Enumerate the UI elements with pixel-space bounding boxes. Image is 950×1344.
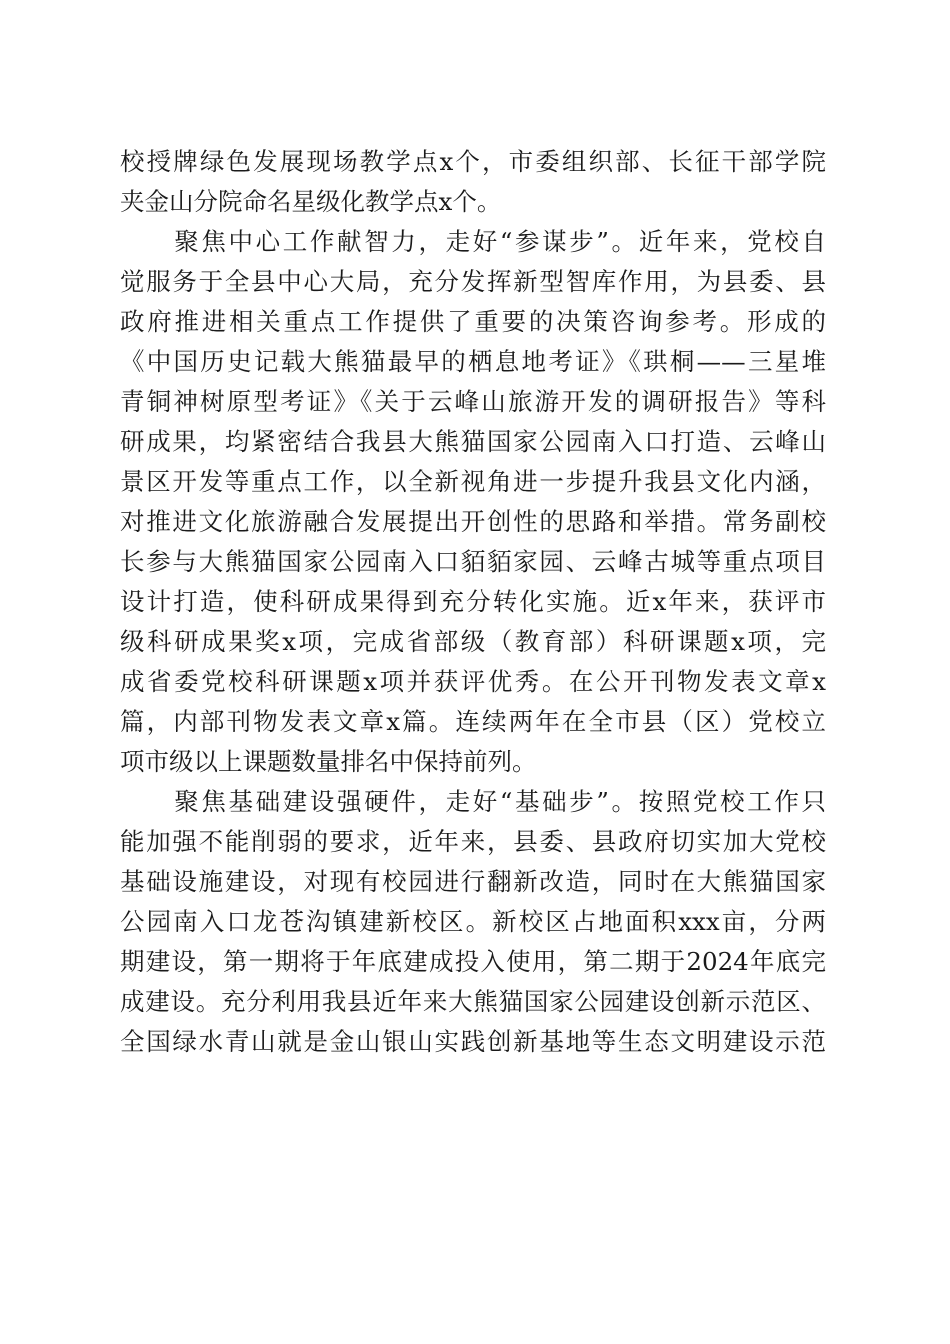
text-line: 级科研成果奖x项，完成省部级（教育部）科研课题x项，完 xyxy=(120,627,826,656)
text-line: 能加强不能削弱的要求，近年来，县委、县政府切实加大党校 xyxy=(120,827,826,856)
text-line: 公园南入口龙苍沟镇建新校区。新校区占地面积xxx亩，分两 xyxy=(120,907,826,936)
text-line: 政府推进相关重点工作提供了重要的决策咨询参考。形成的 xyxy=(120,307,826,336)
text-line: 觉服务于全县中心大局，充分发挥新型智库作用，为县委、县 xyxy=(120,267,826,296)
text-line: 基础设施建设，对现有校园进行翻新改造，同时在大熊猫国家 xyxy=(120,867,826,896)
paragraph-1 xyxy=(120,142,826,222)
text-line: 聚焦基础建设强硬件，走好“基础步”。按照党校工作只 xyxy=(120,787,826,816)
text-line: 长参与大熊猫国家公园南入口貊貊家园、云峰古城等重点项目 xyxy=(120,547,826,576)
text-line: 设计打造，使科研成果得到充分转化实施。近x年来，获评市 xyxy=(120,587,826,616)
text-line: 聚焦中心工作献智力，走好“参谋步”。近年来，党校自 xyxy=(120,227,826,256)
text-line: 景区开发等重点工作，以全新视角进一步提升我县文化内涵， xyxy=(120,467,826,496)
text-line: 项市级以上课题数量排名中保持前列。 xyxy=(120,747,537,776)
paragraph-3 xyxy=(120,782,826,1062)
paragraph-2 xyxy=(120,222,826,782)
text-line: 期建设，第一期将于年底建成投入使用，第二期于2024年底完 xyxy=(120,947,826,976)
text-line: 校授牌绿色发展现场教学点x个，市委组织部、长征干部学院 xyxy=(120,147,826,176)
text-line: 全国绿水青山就是金山银山实践创新基地等生态文明建设示范 xyxy=(120,1027,826,1056)
text-line: 对推进文化旅游融合发展提出开创性的思路和举措。常务副校 xyxy=(120,507,826,536)
text-line: 《中国历史记载大熊猫最早的栖息地考证》《珙桐——三星堆 xyxy=(120,347,826,376)
text-line: 研成果，均紧密结合我县大熊猫国家公园南入口打造、云峰山 xyxy=(120,427,826,456)
text-line: 青铜神树原型考证》《关于云峰山旅游开发的调研报告》等科 xyxy=(120,387,826,416)
text-line: 成省委党校科研课题x项并获评优秀。在公开刊物发表文章x xyxy=(120,667,826,696)
text-line: 成建设。充分利用我县近年来大熊猫国家公园建设创新示范区、 xyxy=(120,987,826,1016)
document-body xyxy=(120,142,826,1062)
text-line: 夹金山分院命名星级化教学点x个。 xyxy=(120,187,502,216)
text-line: 篇，内部刊物发表文章x篇。连续两年在全市县（区）党校立 xyxy=(120,707,826,736)
